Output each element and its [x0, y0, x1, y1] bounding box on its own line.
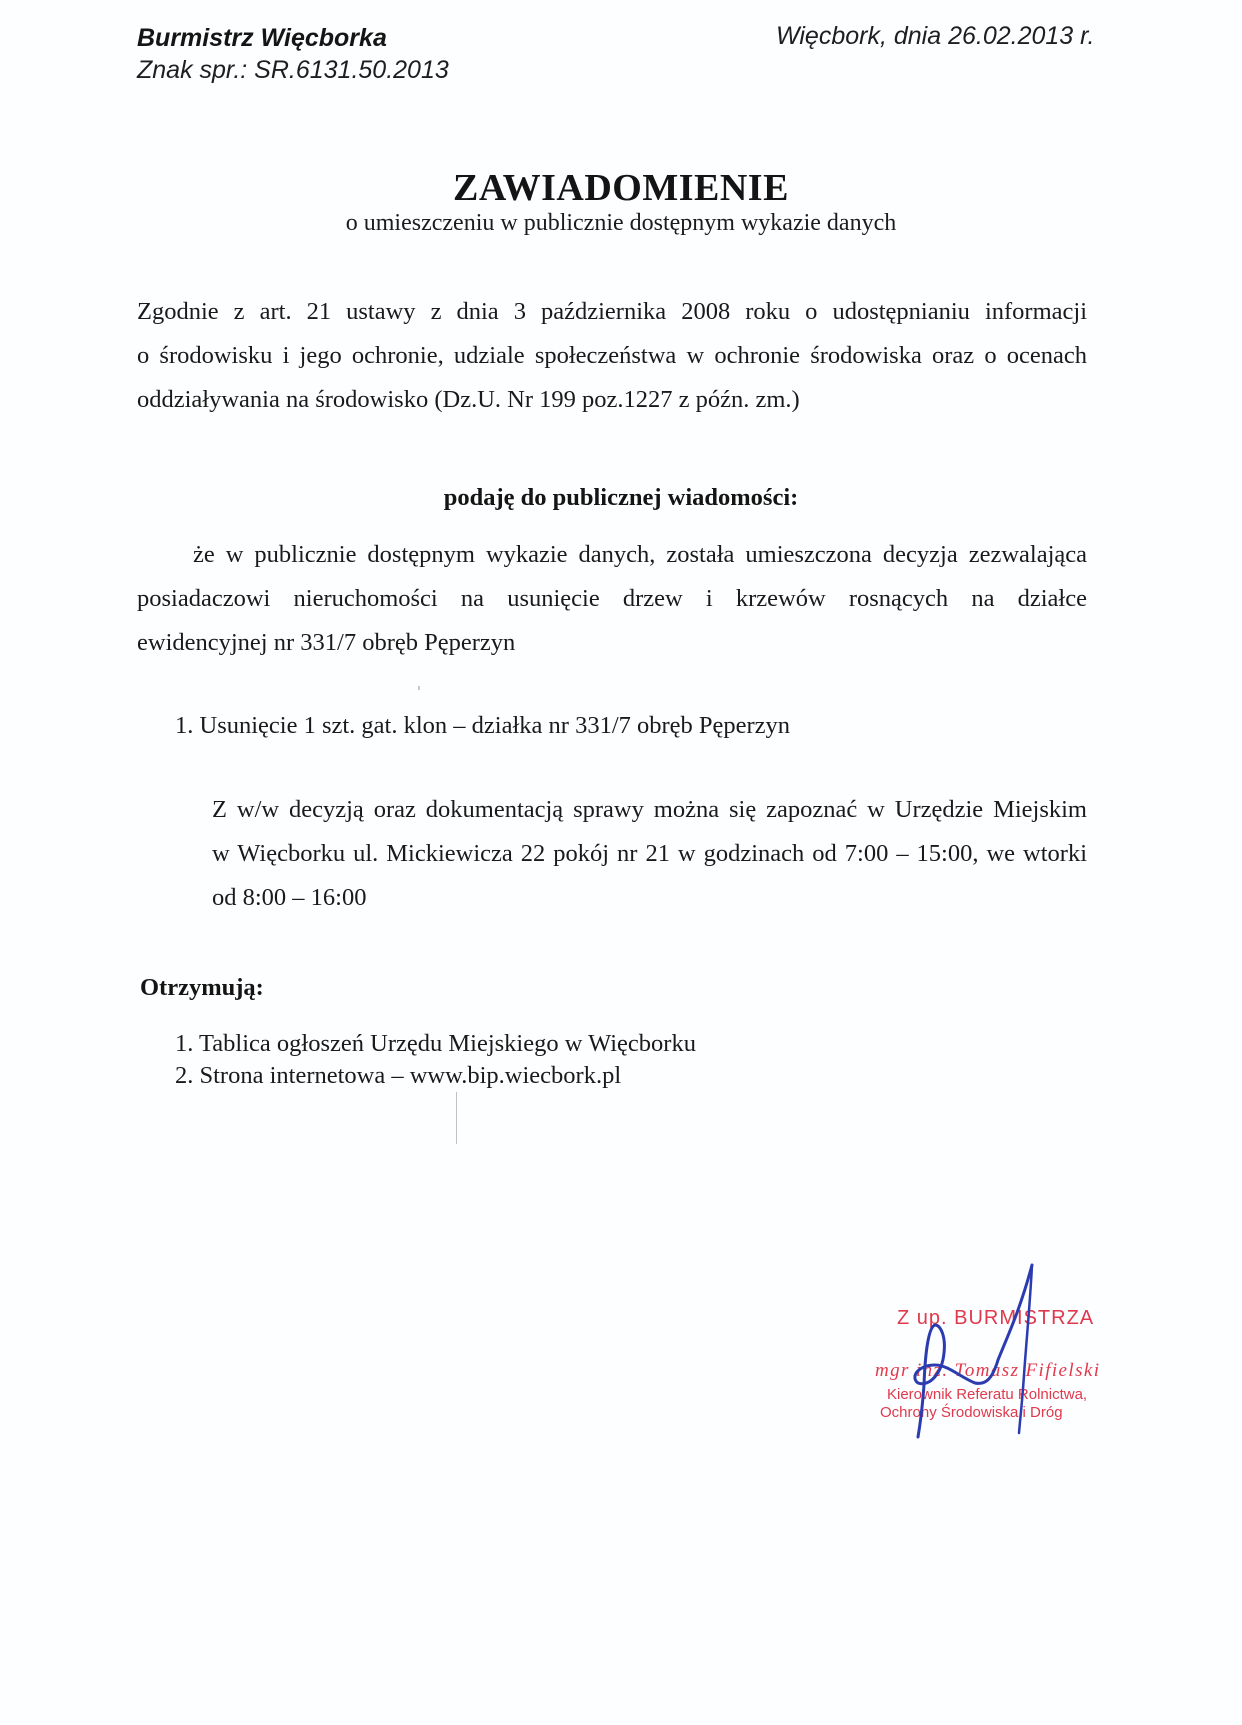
- legal-basis-paragraph: [137, 290, 1087, 422]
- document-subtitle: o umieszczeniu w publicznie dostępnym wykazie danych: [345, 210, 897, 236]
- scan-line: [456, 1092, 457, 1144]
- document-title: ZAWIADOMIENIE: [453, 167, 789, 209]
- recipients-label: Otrzymują:: [140, 974, 264, 1001]
- case-reference: Znak spr.: SR.6131.50.2013: [137, 56, 449, 84]
- decision-item: 1. Usunięcie 1 szt. gat. klon – działka nr 331/7 obręb Pęperzyn: [175, 712, 791, 739]
- place-and-date: Więcbork, dnia 26.02.2013 r.: [776, 22, 1095, 50]
- recipient-item: 2. Strona internetowa – www.bip.wiecbork.pl: [175, 1062, 622, 1089]
- stamp-signatory-name: mgr inż. Tomasz Fifielski: [875, 1360, 1101, 1381]
- decision-paragraph: [137, 533, 1087, 665]
- stamp-role-line: Kierownik Referatu Rolnictwa,: [887, 1386, 1088, 1403]
- legal-basis-line: Zgodnie z art. 21 ustawy z dnia 3 października 2008 roku o udostępnianiu informacji: [137, 298, 1087, 325]
- info-paragraph: [212, 788, 1087, 920]
- issuer-name: Burmistrz Więcborka: [137, 24, 387, 52]
- legal-basis-line: oddziaływania na środowisko (Dz.U. Nr 199 poz.1227 z późn. zm.): [137, 386, 800, 413]
- decision-line: posiadaczowi nieruchomości na usunięcie drzew i krzewów rosnących na działce: [137, 585, 1087, 612]
- decision-line: ewidencyjnej nr 331/7 obręb Pęperzyn: [137, 629, 516, 656]
- stamp-role-line: Ochrony Środowiska i Dróg: [880, 1404, 1063, 1421]
- signature-stroke: [915, 1265, 1032, 1437]
- stamp-heading: Z up. BURMISTRZA: [897, 1307, 1095, 1329]
- handwritten-signature: [880, 1265, 1080, 1450]
- decision-line: że w publicznie dostępnym wykazie danych, została umieszczona decyzja zezwalająca: [193, 541, 1087, 568]
- info-line: w Więcborku ul. Mickiewicza 22 pokój nr 21 w godzinach od 7:00 – 15:00, we wtorki: [212, 840, 1087, 867]
- scan-speck: [418, 686, 420, 690]
- announcement-heading: podaję do publicznej wiadomości:: [443, 484, 799, 511]
- info-line: od 8:00 – 16:00: [212, 884, 367, 911]
- info-line: Z w/w decyzją oraz dokumentacją sprawy można się zapoznać w Urzędzie Miejskim: [212, 796, 1087, 823]
- recipients-list: [175, 1028, 696, 1092]
- legal-basis-line: o środowisku i jego ochronie, udziale społeczeństwa w ochronie środowiska oraz o ocenach: [137, 342, 1087, 369]
- recipient-item: 1. Tablica ogłoszeń Urzędu Miejskiego w Więcborku: [175, 1030, 696, 1057]
